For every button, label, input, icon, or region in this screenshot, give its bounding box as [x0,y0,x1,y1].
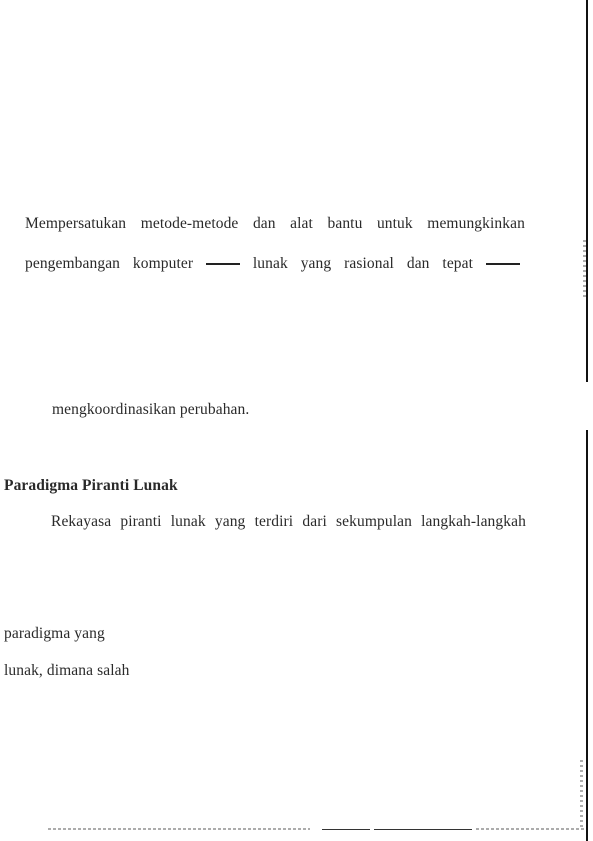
word: tepat [442,255,474,272]
word: piranti [120,513,162,530]
em-dash [206,263,240,265]
word: alat [290,215,313,232]
word: dari [302,513,327,530]
paragraph2-line3: lunak, dimana salah [4,662,130,679]
word: yang [214,513,246,530]
word: Rekayasa [51,513,112,530]
word: rasional [344,255,394,272]
word: komputer [132,255,194,272]
scan-footer-rule [322,829,370,830]
word: lunak [252,255,288,272]
word: pengembangan [25,255,121,272]
scan-footer-noise [48,828,310,830]
word: dan [406,255,430,272]
word: dan [252,215,276,232]
word: sekumpulan [336,513,412,530]
em-dash [486,263,520,265]
paragraph1-line3: mengkoordinasikan perubahan. [52,401,250,418]
word: Mempersatukan [25,215,127,232]
paragraph1-line2 [25,255,520,273]
word: terdiri [254,513,294,530]
section-heading: Paradigma Piranti Lunak [4,477,178,494]
paragraph2-line2: paradigma yang [4,625,105,642]
word: bantu [327,215,363,232]
scan-edge-line [586,430,588,841]
word: yang [300,255,332,272]
word: untuk [376,215,413,232]
paragraph1-line1 [25,215,525,233]
paragraph2-line1 [51,513,526,531]
scan-speckle [580,760,583,830]
scan-speckle [583,240,586,300]
scan-footer-rule [374,829,472,830]
word: memungkinkan [427,215,525,232]
scan-footer-noise [476,828,584,830]
word: lunak [170,513,206,530]
word: metode-metode [140,215,239,232]
scan-edge-line [586,0,588,382]
word: langkah-langkah [421,513,526,530]
